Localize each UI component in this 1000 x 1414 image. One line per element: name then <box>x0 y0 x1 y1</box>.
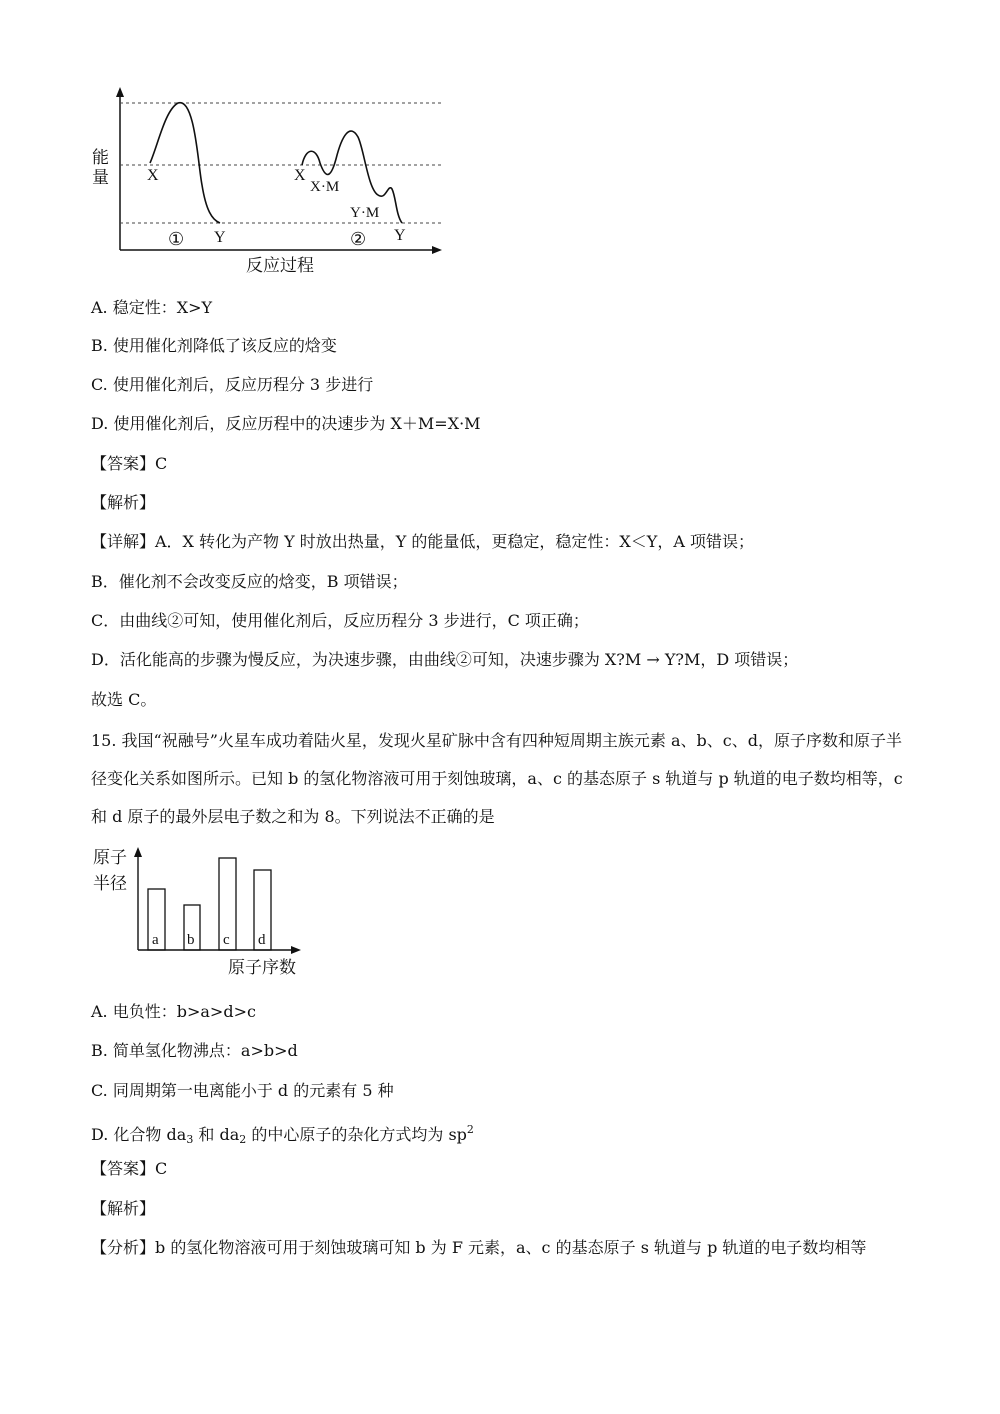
chart-ylabel-2: 半径 <box>93 874 127 893</box>
y-axis-arrow <box>116 87 124 97</box>
chart-ylabel-1: 原子 <box>93 848 127 867</box>
q15-option-d-pre: D. 化合物 da <box>91 1125 187 1144</box>
curve2-num: ② <box>350 229 367 249</box>
x-axis-label: 反应过程 <box>246 256 314 275</box>
curve1-end-label: Y <box>214 229 226 246</box>
q14-detail-a: 【详解】A．X 转化为产物 Y 时放出热量，Y 的能量低，更稳定，稳定性：X＜Y，A 项错误； <box>91 532 755 551</box>
q14-detail-b: B．催化剂不会改变反应的焓变，B 项错误； <box>91 572 408 591</box>
q15-option-d-sub1: 3 <box>186 1133 194 1146</box>
y-label-2: 量 <box>92 168 109 187</box>
q15-fenxi: 【分析】b 的氢化物溶液可用于刻蚀玻璃可知 b 为 F 元素，a、c 的基态原子 s 轨道与 p 轨道的电子数均相等 <box>91 1238 867 1257</box>
y-label-1: 能 <box>92 148 109 167</box>
curve2-start-label: X <box>294 167 306 184</box>
q15-option-b: B. 简单氢化物沸点：a>b>d <box>91 1041 298 1060</box>
x-axis-arrow <box>432 246 442 254</box>
q15-option-a: A. 电负性：b>a>d>c <box>91 1002 256 1021</box>
q15-answer: 【答案】C <box>91 1159 168 1178</box>
curve2-inter1-label: X·M <box>310 179 340 195</box>
q15-option-d <box>91 1119 474 1151</box>
curve2-end-label: Y <box>394 227 406 244</box>
curve1-num: ① <box>168 229 185 249</box>
q14-conclusion: 故选 C。 <box>91 690 157 709</box>
energy-diagram <box>0 85 460 275</box>
chart-x-arrow <box>291 946 301 954</box>
q14-detail-d: D．活化能高的步骤为慢反应，为决速步骤，由曲线②可知，决速步骤为 X?M → Y?M，D 项错误； <box>91 650 799 669</box>
q15-option-d-sub2: 2 <box>239 1133 247 1146</box>
q15-stem: 15. 我国“祝融号”火星车成功着陆火星，发现火星矿脉中含有四种短周期主族元素 a、b、c、d，原子序数和原子半径变化关系如图所示。已知 b 的氢化物溶液可用于刻蚀玻璃，a、c 的基态原子 s 轨道与 p 轨道的电子数均相等，c 和 d 原子的最外层电子数之和为 8。下列说法不正确的是 <box>91 731 903 826</box>
q15-analysis-heading: 【解析】 <box>91 1199 156 1218</box>
q15-option-d-mid: 和 da <box>193 1125 240 1144</box>
q15-option-d-sup: 2 <box>466 1123 474 1136</box>
bar-label-a: a <box>152 932 159 948</box>
bar-label-d: d <box>258 932 266 948</box>
q14-analysis-heading: 【解析】 <box>91 493 156 512</box>
q14-option-b: B. 使用催化剂降低了该反应的焓变 <box>91 336 337 355</box>
curve-1 <box>150 103 220 223</box>
q14-answer: 【答案】C <box>91 454 168 473</box>
bar-label-c: c <box>223 932 230 948</box>
q15-option-c: C. 同周期第一电离能小于 d 的元素有 5 种 <box>91 1081 394 1100</box>
q14-detail-c: C．由曲线②可知，使用催化剂后，反应历程分 3 步进行，C 项正确； <box>91 611 589 630</box>
bar-label-b: b <box>187 932 195 948</box>
q14-option-d: D. 使用催化剂后，反应历程中的决速步为 X＋M=X·M <box>91 414 481 433</box>
curve1-start-label: X <box>147 167 159 184</box>
q15-option-d-post: 的中心原子的杂化方式均为 sp <box>246 1125 467 1144</box>
atomic-radius-chart <box>88 845 408 985</box>
q14-option-c: C. 使用催化剂后，反应历程分 3 步进行 <box>91 375 374 394</box>
chart-y-arrow <box>134 847 142 857</box>
curve2-inter2-label: Y·M <box>350 205 380 221</box>
q14-option-a: A. 稳定性：X>Y <box>91 298 213 317</box>
chart-xlabel: 原子序数 <box>228 958 296 977</box>
